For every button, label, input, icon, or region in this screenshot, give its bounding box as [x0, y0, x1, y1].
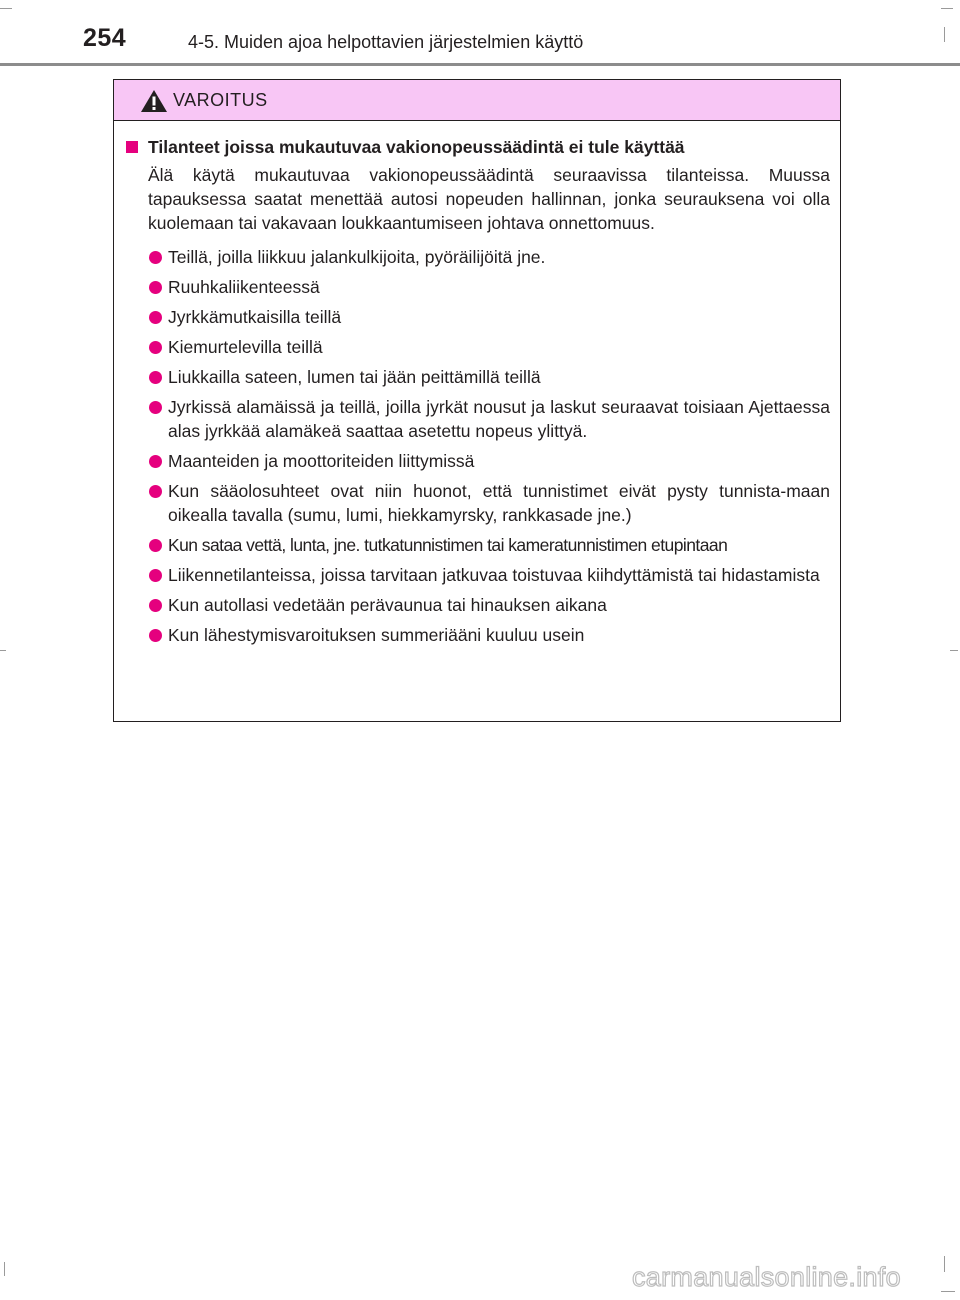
list-item-text: Teillä, joilla liikkuu jalankulkijoita, pyöräilijöitä jne. — [168, 247, 546, 267]
list-item — [124, 533, 830, 557]
crop-mark — [950, 650, 958, 651]
list-item — [124, 479, 830, 527]
warning-body — [114, 121, 840, 647]
bullet-dot-icon — [149, 311, 162, 324]
list-item-text: Liikennetilanteissa, joissa tarvitaan jatkuvaa toistuvaa kiihdyttämistä tai hidastamista — [168, 565, 820, 585]
crop-mark — [0, 650, 6, 651]
bullet-dot-icon — [149, 629, 162, 642]
bullet-dot-icon — [149, 599, 162, 612]
list-item — [124, 563, 830, 587]
list-item — [124, 623, 830, 647]
bullet-dot-icon — [149, 455, 162, 468]
warning-subheading — [124, 135, 830, 159]
square-marker-icon — [126, 141, 138, 153]
page-header — [0, 0, 960, 70]
list-item — [124, 245, 830, 269]
warning-header — [114, 80, 840, 121]
bullet-dot-icon — [149, 569, 162, 582]
list-item — [124, 395, 830, 443]
bullet-dot-icon — [149, 485, 162, 498]
list-item — [124, 365, 830, 389]
bullet-dot-icon — [149, 371, 162, 384]
list-item-text: Jyrkissä alamäissä ja teillä, joilla jyrkät nousut ja laskut seuraavat toisiaan Ajettaessa alas jyrkkää alamäkeä saattaa asetettu nopeus ylittyä. — [168, 397, 830, 441]
svg-text:carmanualsonline.info: carmanualsonline.info — [632, 1262, 901, 1292]
list-item — [124, 335, 830, 359]
bullet-dot-icon — [149, 251, 162, 264]
warning-box — [113, 79, 841, 722]
bullet-dot-icon — [149, 401, 162, 414]
list-item-text: Kun lähestymisvaroituksen summeriääni kuuluu usein — [168, 625, 585, 645]
list-item-text: Kun sataa vettä, lunta, jne. tutkatunnistimen tai kameratunnistimen etupintaan — [168, 535, 728, 555]
warning-label: VAROITUS — [173, 90, 268, 110]
list-item-text: Kun sääolosuhteet ovat niin huonot, että tunnistimet eivät pysty tunnista-maan oikealla tavalla (sumu, lumi, hiekkamyrsky, rankkasade jne.) — [168, 481, 830, 525]
list-item-text: Jyrkkämutkaisilla teillä — [168, 307, 342, 327]
warning-list — [124, 245, 830, 647]
header-divider — [0, 63, 960, 66]
bullet-dot-icon — [149, 539, 162, 552]
list-item — [124, 305, 830, 329]
warning-triangle-icon — [140, 89, 168, 113]
list-item — [124, 593, 830, 617]
bullet-dot-icon — [149, 341, 162, 354]
list-item-text: Maanteiden ja moottoriteiden liittymissä — [168, 451, 475, 471]
list-item-text: Liukkailla sateen, lumen tai jään peittämillä teillä — [168, 367, 541, 387]
bullet-dot-icon — [149, 281, 162, 294]
crop-mark — [4, 1262, 5, 1276]
list-item-text: Kun autollasi vedetään perävaunua tai hinauksen aikana — [168, 595, 607, 615]
warning-intro: Älä käytä mukautuvaa vakionopeussäädintä seuraavissa tilanteissa. Muussa tapauksessa saatat menettää autosi nopeuden hallinnan, jonka seurauksena voi olla kuolemaan tai vakavaan loukkaantumiseen johtava onnettomuus. — [148, 165, 830, 233]
list-item-text: Ruuhkaliikenteessä — [168, 277, 320, 297]
warning-subheading-text: Tilanteet joissa mukautuvaa vakionopeussäädintä ei tule käyttää — [148, 137, 685, 157]
watermark-logo — [628, 1260, 948, 1294]
list-item — [124, 275, 830, 299]
section-title: 4-5. Muiden ajoa helpottavien järjestelmien käyttö — [188, 32, 584, 52]
list-item-text: Kiemurtelevilla teillä — [168, 337, 323, 357]
page-number: 254 — [83, 24, 127, 52]
list-item — [124, 449, 830, 473]
